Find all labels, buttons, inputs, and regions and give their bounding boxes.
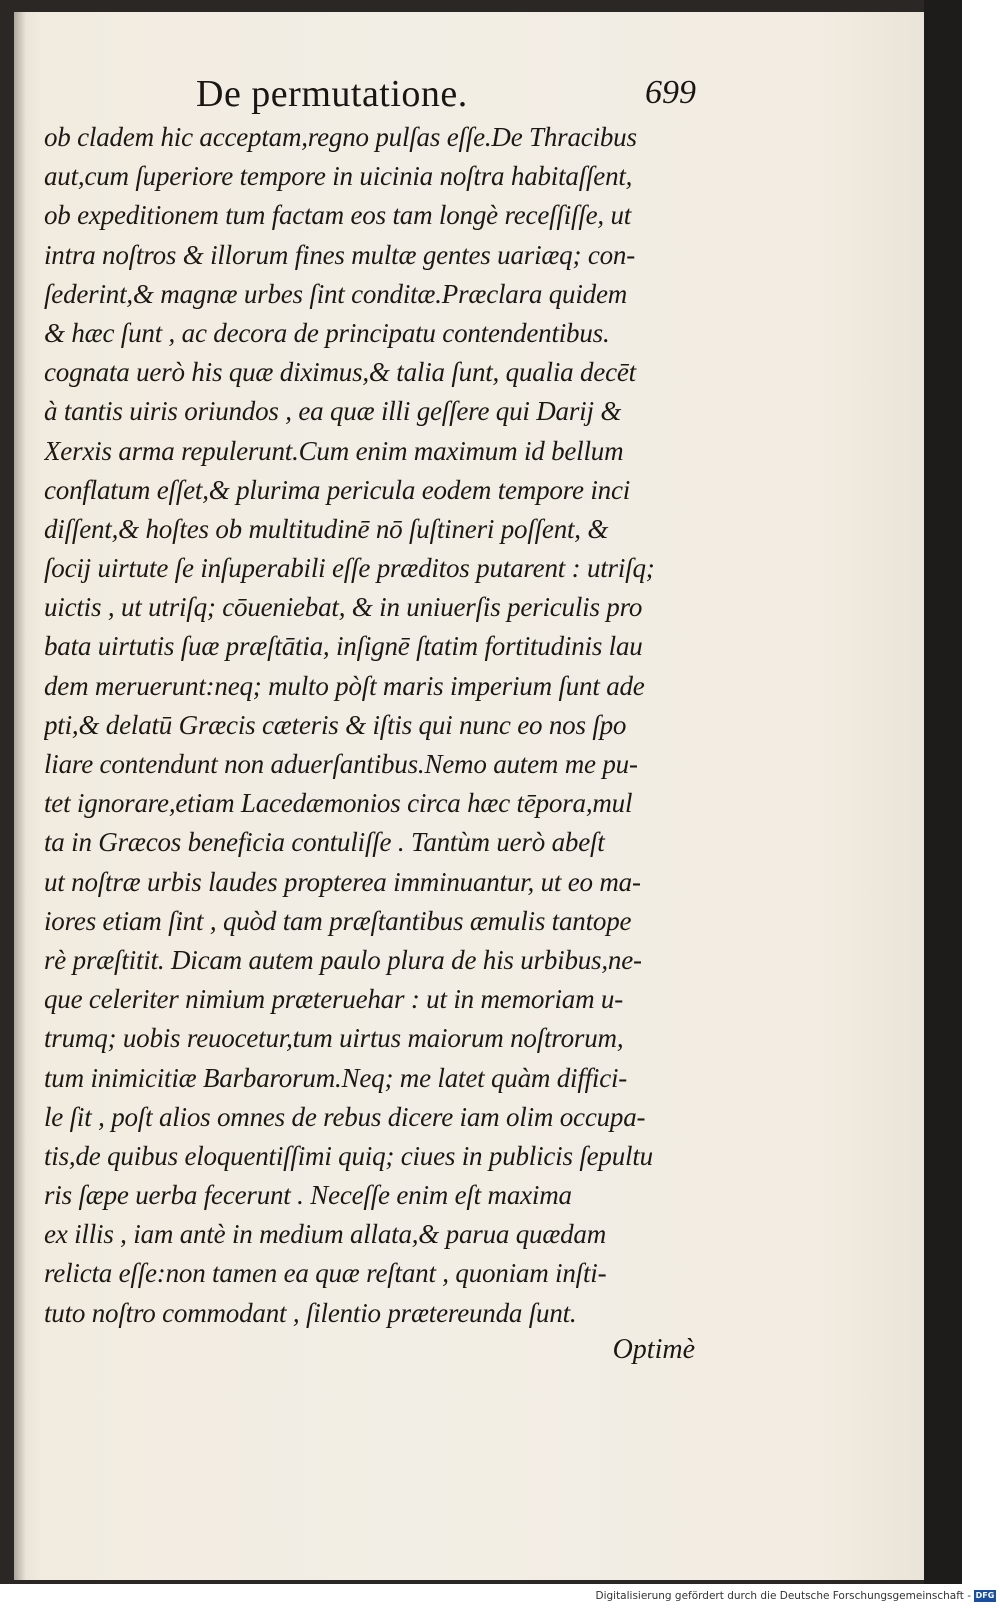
text-line: tet ignorare,etiam Lacedæmonios circa hæc tēpora,mul (44, 788, 633, 819)
text-line: le ſit , poſt alios omnes de rebus dicere iam olim occupa- (44, 1101, 646, 1132)
text-line: trumq; uobis reuocetur,tum uirtus maiorum noſtrorum, (44, 1023, 624, 1054)
running-title: De permutatione. (196, 73, 468, 115)
text-line: tuto noſtro commodant , ſilentio prætereunda ſunt. (44, 1297, 577, 1328)
text-line: ex illis , iam antè in medium allata,& parua quædam (44, 1219, 607, 1250)
text-line: uictis , ut utriſq; cōueniebat, & in uniuerſis periculis pro (44, 592, 643, 623)
running-head (196, 72, 696, 122)
digitization-credit (595, 1590, 996, 1602)
text-line: ut noſtræ urbis laudes propterea imminuantur, ut eo ma- (44, 866, 641, 897)
text-line: bata uirtutis ſuæ præſtātia, inſignē ſtatim fortitudinis lau (44, 631, 643, 662)
text-line: tis,de quibus eloquentiſſimi quiq; ciues in publicis ſepultu (44, 1140, 653, 1171)
text-line: ſocij uirtute ſe inſuperabili eſſe præditos putarent : utriſq; (44, 553, 655, 584)
text-line: tum inimicitiæ Barbarorum.Neq; me latet quàm diffici- (44, 1062, 628, 1093)
page-edge-strip (924, 0, 962, 1584)
text-line: rè præſtitit. Dicam autem paulo plura de his urbibus,ne- (44, 944, 642, 975)
credit-text: Digitalisierung gefördert durch die Deutsche Forschungsgemeinschaft - (595, 1590, 971, 1602)
text-line: aut,cum ſuperiore tempore in uicinia noſtra habitaſſent, (44, 161, 633, 192)
text-line: relicta eſſe:non tamen ea quæ reſtant , quoniam inſti- (44, 1258, 607, 1289)
dfg-logo: DFG (975, 1591, 995, 1600)
catchword: Optimè (612, 1334, 695, 1365)
text-line: iores etiam ſint , quòd tam præſtantibus æmulis tantope (44, 905, 632, 936)
text-line: ris ſæpe uerba fecerunt . Neceſſe enim eſt maxima (44, 1180, 572, 1211)
text-line: ſederint,& magnæ urbes ſint conditæ.Præclara quidem (44, 278, 628, 309)
text-line: diſſent,& hoſtes ob multitudinē nō ſuſtineri poſſent, & (44, 513, 609, 544)
text-line: ob expeditionem tum factam eos tam longè receſſiſſe, ut (44, 200, 632, 231)
text-line: conflatum eſſet,& plurima pericula eodem tempore inci (44, 474, 631, 505)
text-line: Xerxis arma repulerunt.Cum enim maximum id bellum (44, 435, 624, 466)
gutter-shadow (14, 12, 26, 1580)
text-line: cognata uerò his quæ diximus,& talia ſunt, qualia decēt (44, 357, 636, 388)
page-number: 699 (645, 74, 696, 111)
text-line: à tantis uiris oriundos , ea quæ illi geſſere qui Darij & (44, 396, 622, 427)
text-line: dem meruerunt:neq; multo pòſt maris imperium ſunt ade (44, 670, 645, 701)
text-line: ta in Græcos beneficia contuliſſe . Tantùm uerò abeſt (44, 827, 605, 858)
text-line: intra noſtros & illorum fines multæ gentes uariæq; con- (44, 239, 636, 270)
text-line: & hæc ſunt , ac decora de principatu contendentibus. (44, 317, 610, 348)
text-line: pti,& delatū Græcis cæteris & iſtis qui nunc eo nos ſpo (44, 709, 627, 740)
text-line: ob cladem hic acceptam,regno pulſas eſſe.De Thracibus (44, 122, 637, 152)
body-text (44, 118, 694, 1333)
text-line: que celeriter nimium præteruehar : ut in memoriam u- (44, 984, 624, 1015)
text-line: liare contendunt non aduerſantibus.Nemo autem me pu- (44, 749, 638, 779)
